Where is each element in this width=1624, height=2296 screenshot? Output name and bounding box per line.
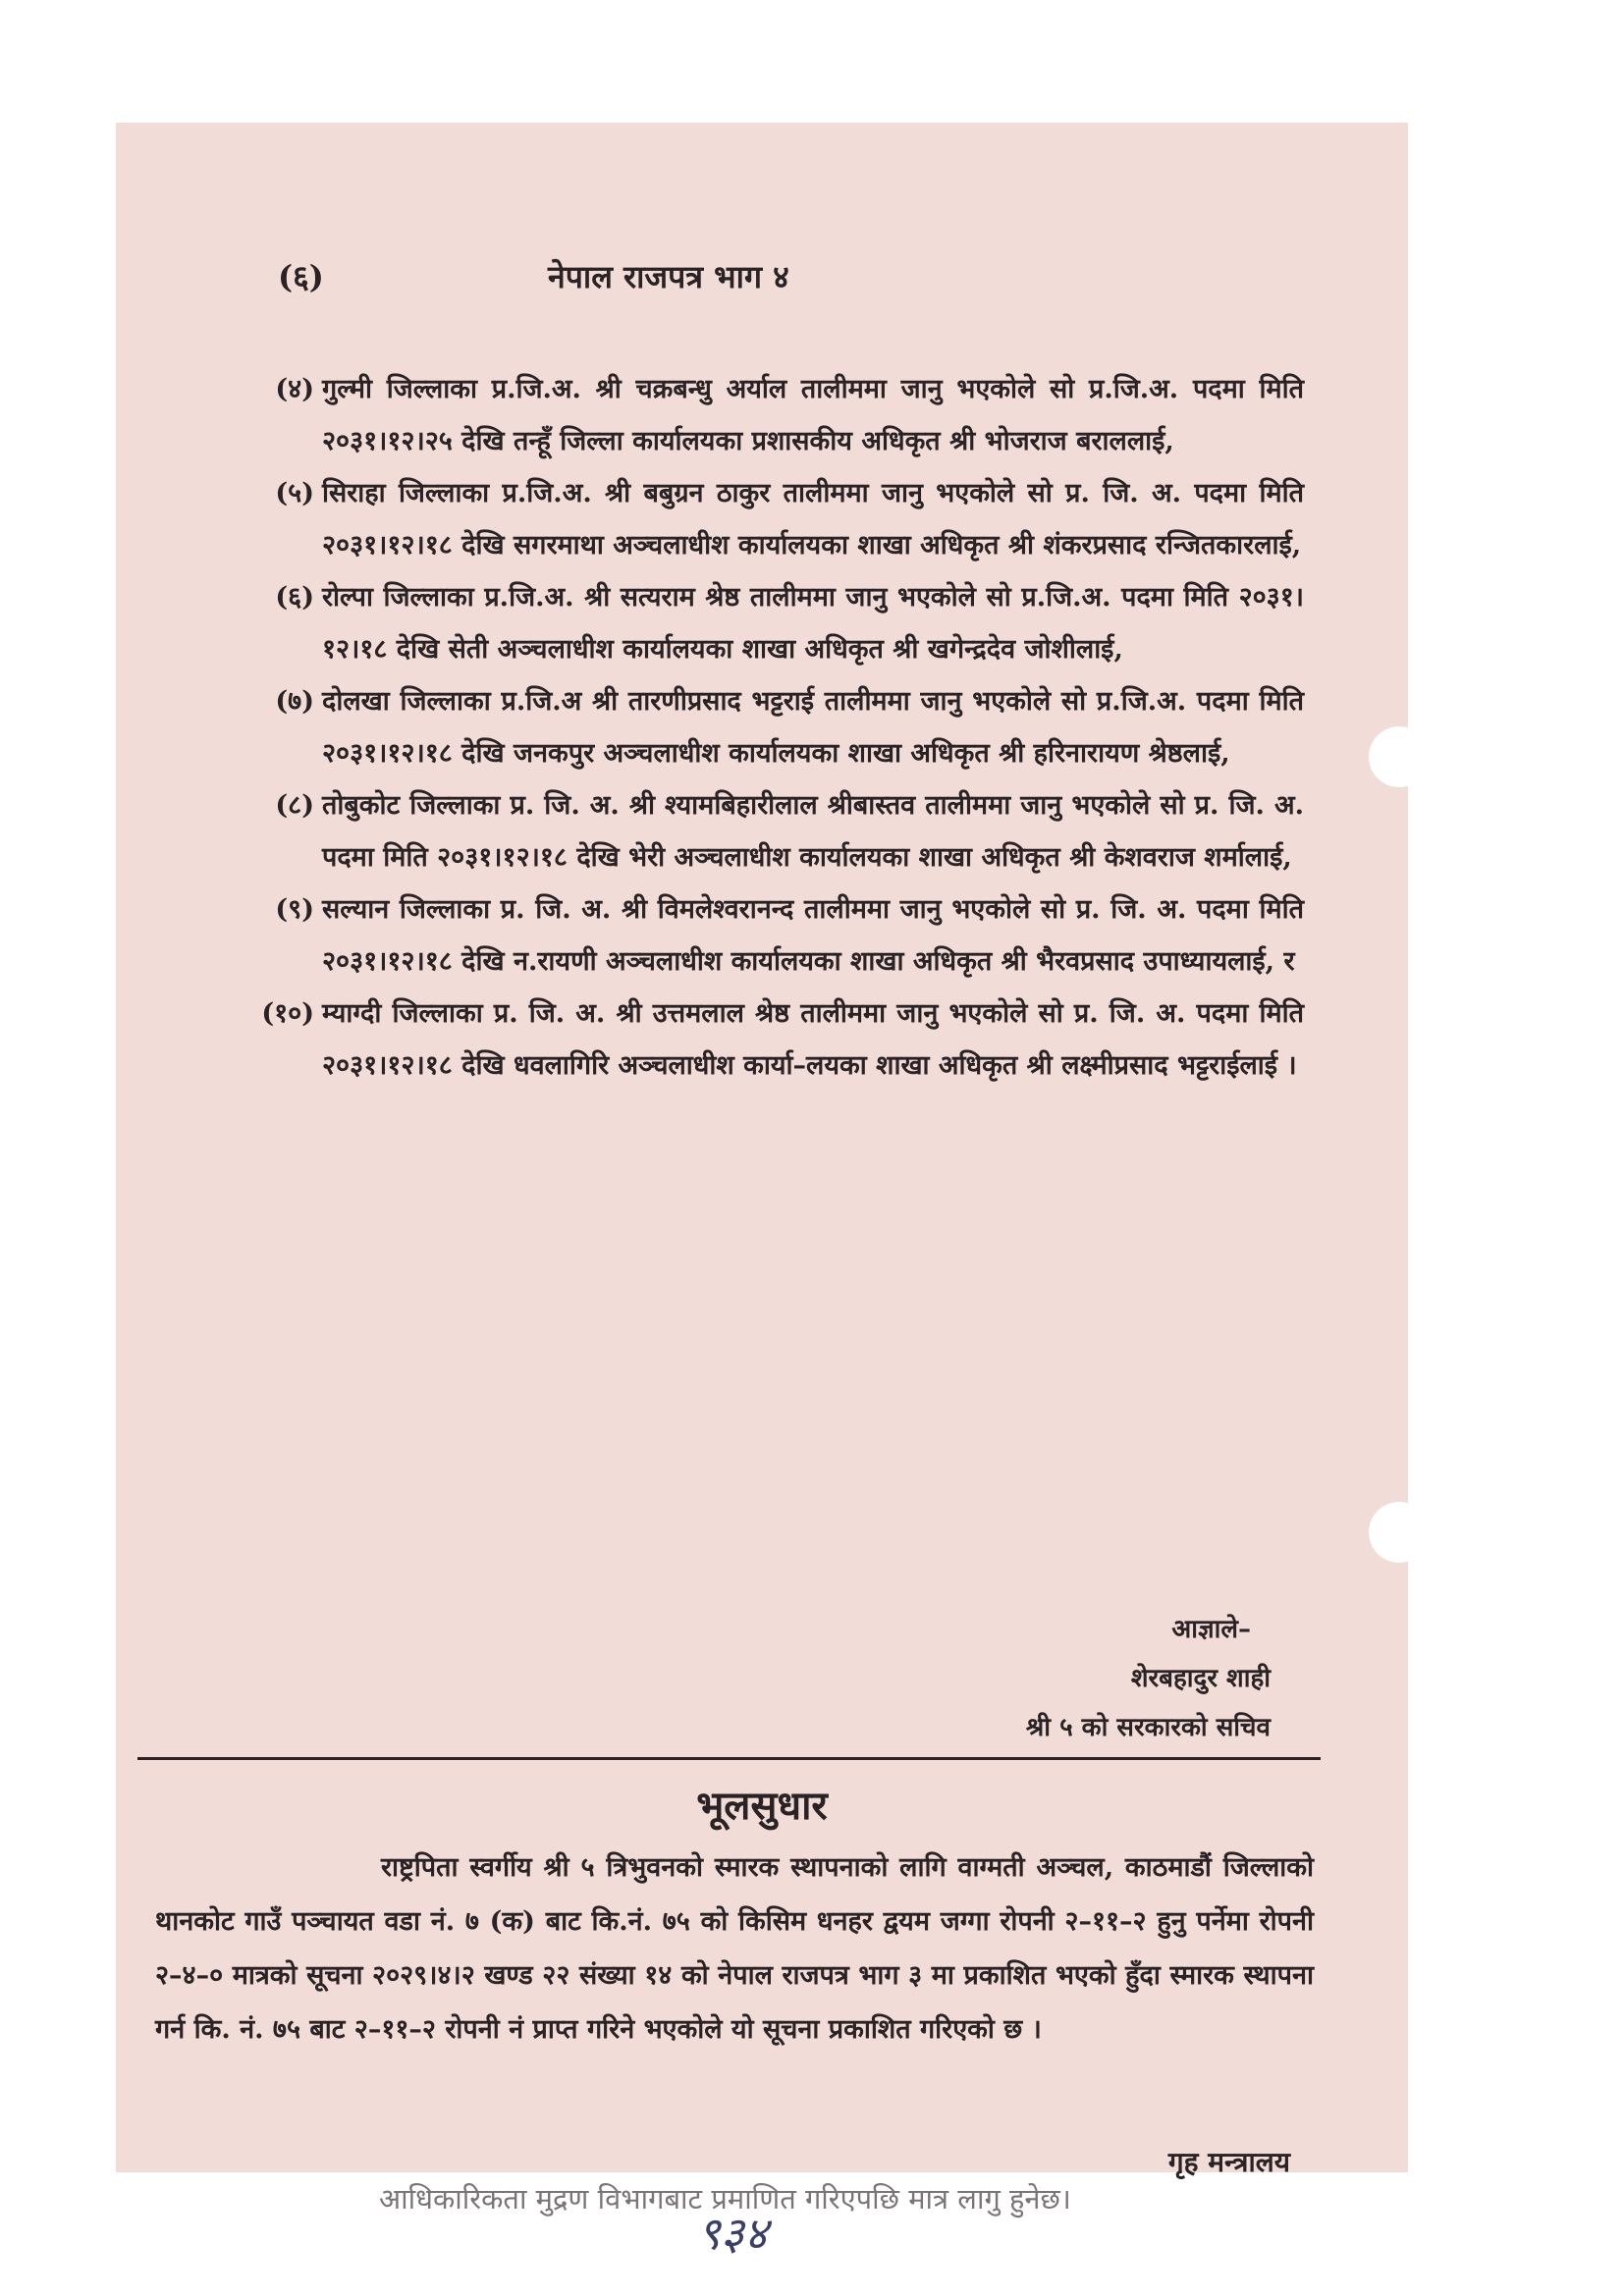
order-text: सिराहा जिल्लाका प्र.जि.अ. श्री बबुग्रन ठाकुर तालीममा जानु भएकोले सो प्र. जि. अ. पदमा मिति २०३१।१२।१८ देखि सगरमाथा अञ्चलाधीश कार्यालयका शाखा अधिकृत श्री शंकरप्रसाद रन्जितकारलाई, xyxy=(322,478,1304,561)
authentication-note: आधिकारिकता मुद्रण विभागबाट प्रमाणित गरिएपछि मात्र लागु हुनेछ। xyxy=(379,2182,1071,2216)
order-number: (९) xyxy=(275,894,314,925)
order-item xyxy=(234,363,1304,467)
order-text: म्याग्दी जिल्लाका प्र. जि. अ. श्री उत्तमलाल श्रेष्ठ तालीममा जानु भएकोले सो प्र. जि. अ. पदमा मिति २०३१।१२।१८ देखि धवलागिरि अञ्चलाधीश कार्या–लयका शाखा अधिकृत श्री लक्ष्मीप्रसाद भट्टराईलाई । xyxy=(322,998,1304,1081)
section-divider xyxy=(137,1757,1321,1760)
order-item xyxy=(234,779,1304,883)
order-item xyxy=(234,467,1304,571)
order-item xyxy=(234,571,1304,675)
correction-body: राष्ट्रपिता स्वर्गीय श्री ५ त्रिभुवनको स्मारक स्थापनाको लागि वाग्मती अञ्चल, काठमाडौं जिल्लाको थानकोट गाउँ पञ्चायत वडा नं. ७ (क) बाट कि.नं. ७५ को किसिम धनहर द्वयम जग्गा रोपनी २–११–२ हुनु पर्नेमा रोपनी २–४–० मात्रको सूचना २०२९।४।२ खण्ड २२ संख्या १४ को नेपाल राजपत्र भाग ३ मा प्रकाशित भएको हुँदा स्मारक स्थापना गर्न कि. नं. ७५ बाट २–११–२ रोपनी नं प्राप्त गरिने भएकोले यो सूचना प्रकाशित गरिएको छ । xyxy=(155,1852,1314,2045)
order-text: तोबुकोट जिल्लाका प्र. जि. अ. श्री श्यामबिहारीलाल श्रीबास्तव तालीममा जानु भएकोले सो प्र. जि. अ. पदमा मिति २०३१।१२।१८ देखि भेरी अञ्चलाधीश कार्यालयका शाखा अधिकृत श्री केशवराज शर्मालाई, xyxy=(322,790,1304,873)
signatory-title: श्री ५ को सरकारको सचिव xyxy=(1025,1713,1271,1742)
order-text: गुल्मी जिल्लाका प्र.जि.अ. श्री चक्रबन्धु अर्याल तालीममा जानु भएकोले सो प्र.जि.अ. पदमा मिति २०३१।१२।२५ देखि तन्हूँ जिल्ला कार्यालयका प्रशासकीय अधिकृत श्री भोजराज बरालला‌ई, xyxy=(322,374,1304,456)
page-title: नेपाल राजपत्र भाग ४ xyxy=(548,258,789,295)
order-text: सल्यान जिल्लाका प्र. जि. अ. श्री विमलेश्वरानन्द तालीममा जानु भएकोले सो प्र. जि. अ. पदमा मिति २०३१।१२।१८ देखि न.रायणी अञ्चलाधीश कार्यालयका शाखा अधिकृत श्री भैरवप्रसाद उपाध्यायलाई, र xyxy=(322,894,1304,977)
order-number: (४) xyxy=(275,374,314,404)
order-number: (७) xyxy=(275,686,314,717)
correction-heading: भूलसुधार xyxy=(696,1783,828,1829)
order-item xyxy=(234,675,1304,779)
order-item xyxy=(234,988,1304,1092)
punch-hole xyxy=(1369,1502,1430,1563)
order-number: (१०) xyxy=(261,998,314,1029)
handwritten-page-number: ९३४ xyxy=(697,2207,768,2260)
punch-hole xyxy=(1369,726,1430,787)
order-number: (६) xyxy=(275,582,314,613)
order-number: (८) xyxy=(275,790,314,821)
page-header xyxy=(278,255,1290,304)
order-text: दोलखा जिल्लाका प्र.जि.अ श्री तारणीप्रसाद भट्टराई तालीममा जानु भएकोले सो प्र.जि.अ. पदमा मिति २०३१।१२।१८ देखि जनकपुर अञ्चलाधीश कार्यालयका शाखा अधिकृत श्री हरिनारायण श्रेष्ठलाई, xyxy=(322,686,1304,769)
signoff-block xyxy=(1026,1605,1271,1752)
gazette-page xyxy=(116,123,1408,2260)
page-number: (६) xyxy=(278,258,324,295)
order-item xyxy=(234,883,1304,988)
orders-list xyxy=(234,363,1304,1092)
ministry-signoff: गृह मन्त्रालय xyxy=(1167,2146,1290,2178)
order-text: रोल्पा जिल्लाका प्र.जि.अ. श्री सत्यराम श्रेष्ठ तालीममा जानु भएकोले सो प्र.जि.अ. पदमा मिति २०३१।१२।१८ देखि सेती अञ्चलाधीश कार्यालयका शाखा अधिकृत श्री खगेन्द्रदेव जोशीलाई, xyxy=(322,582,1304,665)
signoff-order-line: आज्ञाले– xyxy=(1171,1615,1251,1644)
order-number: (५) xyxy=(275,478,314,508)
signatory-name: शेरबहादुर शाही xyxy=(1130,1664,1271,1693)
